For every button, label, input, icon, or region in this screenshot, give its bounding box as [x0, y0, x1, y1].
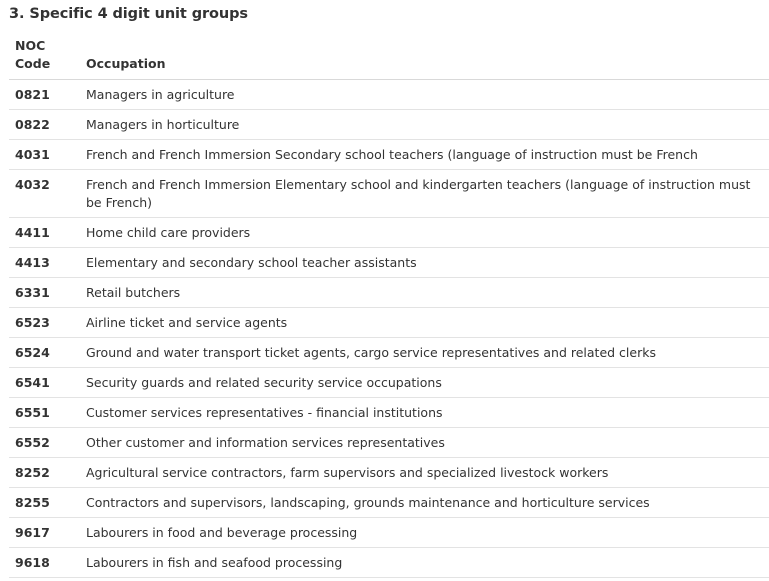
occupation-cell: Contractors and supervisors, landscaping, grounds maintenance and horticulture services: [80, 488, 769, 518]
occupation-cell: Airline ticket and service agents: [80, 308, 769, 338]
noc-code-cell: 6524: [9, 338, 80, 368]
noc-code-cell: 8252: [9, 458, 80, 488]
occupation-cell: Other customer and information services representatives: [80, 428, 769, 458]
table-row: [9, 368, 769, 398]
occupation-cell: Home child care providers: [80, 218, 769, 248]
noc-code-cell: 6523: [9, 308, 80, 338]
noc-code-cell: 8255: [9, 488, 80, 518]
noc-code-cell: 6551: [9, 398, 80, 428]
occupation-cell: Labourers in food and beverage processing: [80, 518, 769, 548]
occupation-cell: Labourers in fish and seafood processing: [80, 548, 769, 578]
table-row: [9, 548, 769, 578]
occupation-cell: Managers in agriculture: [80, 80, 769, 110]
occupation-cell: Security guards and related security service occupations: [80, 368, 769, 398]
table-row: [9, 338, 769, 368]
noc-code-cell: 0821: [9, 80, 80, 110]
noc-code-cell: 4413: [9, 248, 80, 278]
table-row: [9, 80, 769, 110]
header-row: [9, 35, 769, 80]
noc-code-cell: 9617: [9, 518, 80, 548]
table-row: [9, 458, 769, 488]
occupation-cell: French and French Immersion Secondary school teachers (language of instruction must be French: [80, 140, 769, 170]
noc-code-cell: 6541: [9, 368, 80, 398]
noc-code-cell: 6552: [9, 428, 80, 458]
table-row: [9, 218, 769, 248]
occupation-cell: Ground and water transport ticket agents, cargo service representatives and related clerks: [80, 338, 769, 368]
header-noc-code-line1: NOC: [15, 38, 46, 53]
table-header: [9, 35, 769, 80]
noc-table: [9, 35, 769, 578]
noc-code-cell: 4032: [9, 170, 80, 218]
noc-code-cell: 4031: [9, 140, 80, 170]
occupation-cell: Elementary and secondary school teacher assistants: [80, 248, 769, 278]
table-row: [9, 140, 769, 170]
table-row: [9, 518, 769, 548]
table-row: [9, 428, 769, 458]
noc-code-cell: 6331: [9, 278, 80, 308]
table-row: [9, 308, 769, 338]
table-row: [9, 278, 769, 308]
header-noc-code: [9, 35, 80, 80]
table-body: [9, 80, 769, 578]
occupation-cell: Managers in horticulture: [80, 110, 769, 140]
table-row: [9, 248, 769, 278]
occupation-cell: French and French Immersion Elementary school and kindergarten teachers (language of instruction must be French): [80, 170, 769, 218]
header-occupation: Occupation: [80, 35, 769, 80]
table-row: [9, 110, 769, 140]
noc-code-cell: 0822: [9, 110, 80, 140]
table-row: [9, 398, 769, 428]
occupation-cell: Agricultural service contractors, farm supervisors and specialized livestock workers: [80, 458, 769, 488]
table-row: [9, 488, 769, 518]
header-noc-code-line2: Code: [15, 56, 51, 71]
section-title: 3. Specific 4 digit unit groups: [9, 6, 248, 22]
noc-code-cell: 4411: [9, 218, 80, 248]
occupation-cell: Retail butchers: [80, 278, 769, 308]
occupation-cell: Customer services representatives - financial institutions: [80, 398, 769, 428]
noc-code-cell: 9618: [9, 548, 80, 578]
table-row: [9, 170, 769, 218]
